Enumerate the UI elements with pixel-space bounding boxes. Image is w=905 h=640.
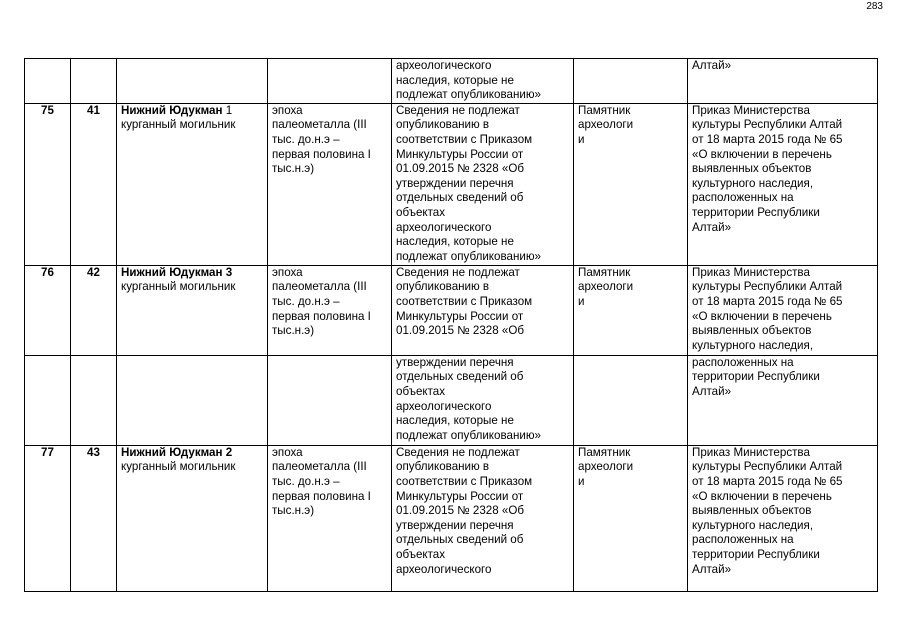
object-name-cell: [117, 445, 268, 591]
location-info-cell: Сведения не подлежат опубликованию в соответствии с Приказом Минкультуры России от 01.09.2015 № 2328 «Об утверждении перечня отдельных сведений об объектах археологического наследия, которые не подлежат опубликованию»: [392, 103, 574, 265]
object-name: Нижний Юдукман 3: [121, 265, 233, 279]
object-type: курганный могильник: [121, 460, 236, 474]
dating-cell: [268, 59, 392, 104]
object-name-cell: [117, 103, 268, 265]
row-sub-number: 41: [71, 103, 117, 265]
heritage-registry-table: [24, 58, 878, 592]
table-row: [25, 59, 878, 104]
object-type: курганный могильник: [121, 280, 236, 294]
location-info-cell: Сведения не подлежат опубликованию в соответствии с Приказом Минкультуры России от 01.09.2015 № 2328 «Об: [392, 265, 574, 355]
document-cell: Приказ Министерства культуры Республики Алтай от 18 марта 2015 года № 65 «О включении в перечень выявленных объектов культурного наследия, расположенных на территории Республики Алтай»: [688, 445, 878, 591]
location-info-cell: утверждении перечня отдельных сведений об объектах археологического наследия, которые не подлежат опубликованию»: [392, 355, 574, 445]
page-number: 283: [866, 1, 883, 12]
category-cell: [574, 59, 688, 104]
object-name-suffix: 1: [222, 103, 233, 117]
table-row: [25, 355, 878, 445]
row-sub-number: [71, 59, 117, 104]
document-cell: расположенных на территории Республики Алтай»: [688, 355, 878, 445]
location-info-cell: Сведения не подлежат опубликованию в соответствии с Приказом Минкультуры России от 01.09.2015 № 2328 «Об утверждении перечня отдельных сведений об объектах археологического: [392, 445, 574, 591]
row-number: [25, 59, 71, 104]
dating-cell: эпоха палеометалла (III тыс. до.н.э – первая половина I тыс.н.э): [268, 445, 392, 591]
category-cell: Памятник археологи и: [574, 445, 688, 591]
document-cell: Алтай»: [688, 59, 878, 104]
row-number: 77: [25, 445, 71, 591]
object-name: Нижний Юдукман 2: [121, 445, 233, 459]
document-cell: Приказ Министерства культуры Республики Алтай от 18 марта 2015 года № 65 «О включении в перечень выявленных объектов культурного наследия, расположенных на территории Республики Алтай»: [688, 103, 878, 265]
row-number: [25, 355, 71, 445]
object-name: Нижний Юдукман: [121, 103, 223, 117]
object-name-cell: [117, 355, 268, 445]
object-name-cell: [117, 265, 268, 355]
row-sub-number: [71, 355, 117, 445]
dating-cell: эпоха палеометалла (III тыс. до.н.э – первая половина I тыс.н.э): [268, 265, 392, 355]
location-info-cell: археологического наследия, которые не подлежат опубликованию»: [392, 59, 574, 104]
table-row: [25, 265, 878, 355]
row-sub-number: 42: [71, 265, 117, 355]
category-cell: Памятник археологи и: [574, 265, 688, 355]
row-number: 76: [25, 265, 71, 355]
table-row: [25, 445, 878, 591]
document-cell: Приказ Министерства культуры Республики Алтай от 18 марта 2015 года № 65 «О включении в перечень выявленных объектов культурного наследия,: [688, 265, 878, 355]
object-name-cell: [117, 59, 268, 104]
row-sub-number: 43: [71, 445, 117, 591]
category-cell: Памятник археологи и: [574, 103, 688, 265]
object-type: курганный могильник: [121, 118, 236, 132]
table-row: [25, 103, 878, 265]
dating-cell: эпоха палеометалла (III тыс. до.н.э – первая половина I тыс.н.э): [268, 103, 392, 265]
dating-cell: [268, 355, 392, 445]
category-cell: [574, 355, 688, 445]
row-number: 75: [25, 103, 71, 265]
